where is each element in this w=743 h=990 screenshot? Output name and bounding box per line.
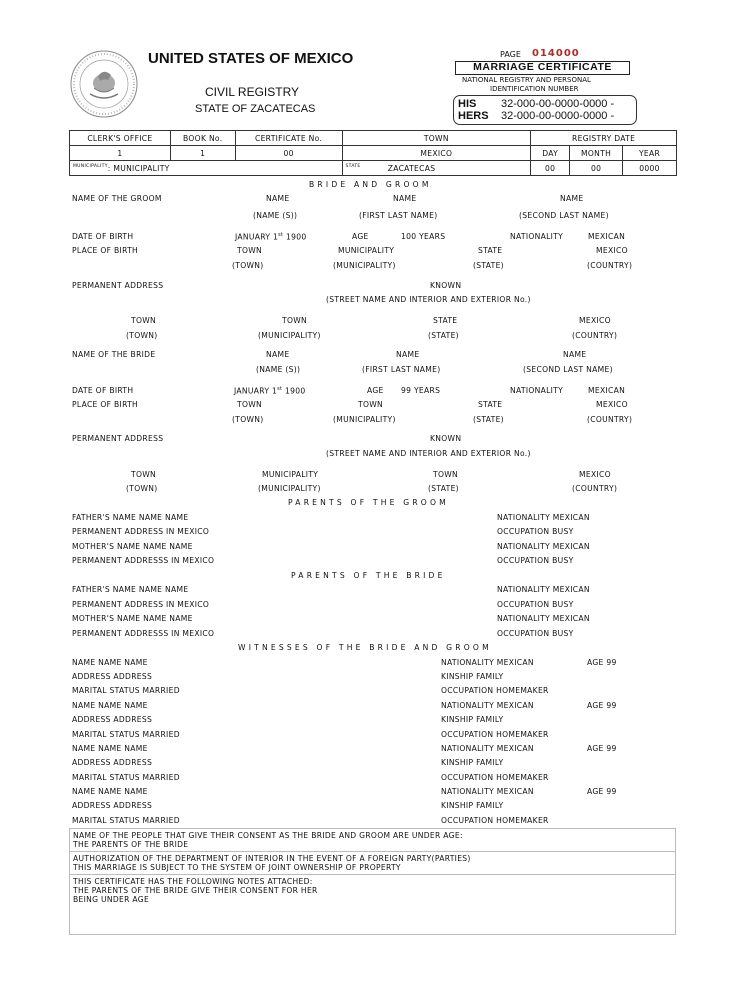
groom-age: 100 YEARS [401, 232, 446, 241]
bride-pob-label: PLACE OF BIRTH [72, 400, 139, 409]
witness-1-name: NAME NAME NAME [72, 658, 148, 667]
witness-1-age: AGE 99 [587, 658, 617, 667]
bride-pob-country-caption: (COUNTRY) [587, 415, 633, 424]
notes-line-3: BEING UNDER AGE [73, 895, 150, 904]
groom-second-last-name: NAME [560, 194, 584, 203]
witness-2-marital: MARITAL STATUS MARRIED [72, 730, 180, 739]
municipality-value: MUNICIPALITY [113, 163, 170, 173]
page-number: 014000 [532, 48, 580, 59]
bride-second-last-caption: (SECOND LAST NAME) [523, 365, 613, 374]
groom-first-last-name: NAME [393, 194, 417, 203]
certificate-no-header: CERTIFICATE No. [235, 131, 342, 146]
month-header: MONTH [570, 146, 623, 161]
consent-line-2: THE PARENTS OF THE BRIDE [73, 840, 189, 849]
witness-1-nationality: NATIONALITY MEXICAN [441, 658, 534, 667]
his-value: 32-000-00-0000-0000 - [501, 98, 615, 110]
id-caption-1: NATIONAL REGISTRY AND PERSONAL [462, 76, 591, 84]
registry-date-header: REGISTRY DATE [531, 131, 677, 146]
bride-dob: JANUARY 1st 1900 [234, 386, 306, 396]
groom-pob-municipality-caption: (MUNICIPALITY) [333, 261, 396, 270]
authorization-line-2: THIS MARRIAGE IS SUBJECT TO THE SYSTEM OF JOINT OWNERSHIP OF PROPERTY [73, 863, 401, 872]
registry-title: CIVIL REGISTRY [205, 85, 300, 99]
groom-pob-town: TOWN [237, 246, 263, 255]
groom-pob-town-caption: (TOWN) [232, 261, 264, 270]
certificate-title: MARRIAGE CERTIFICATE [455, 61, 630, 75]
witness-3-occupation: OCCUPATION HOMEMAKER [441, 773, 549, 782]
notes-box [69, 875, 676, 935]
witness-2-nationality: NATIONALITY MEXICAN [441, 701, 534, 710]
witness-4-age: AGE 99 [587, 787, 617, 796]
bride-given-name: NAME [266, 350, 290, 359]
witness-4-nationality: NATIONALITY MEXICAN [441, 787, 534, 796]
state-cell [342, 161, 531, 176]
groom-addr-municipality-caption: (MUNICIPALITY) [258, 331, 321, 340]
bride-mother-occupation: OCCUPATION BUSY [497, 629, 574, 638]
witness-2-age: AGE 99 [587, 701, 617, 710]
groom-name-caption: (NAME (S)) [253, 211, 298, 220]
section-witnesses: WITNESSES OF THE BRIDE AND GROOM [238, 643, 492, 652]
bride-addr-town: TOWN [131, 470, 157, 479]
witness-1-occupation: OCCUPATION HOMEMAKER [441, 686, 549, 695]
groom-mother-name: MOTHER'S NAME NAME NAME [72, 542, 193, 551]
groom-addr-town: TOWN [131, 316, 157, 325]
clerks-office-header: CLERK'S OFFICE [70, 131, 171, 146]
clerks-office-value: 1 [70, 146, 171, 161]
section-parents-bride: PARENTS OF THE BRIDE [291, 571, 446, 580]
groom-name-label: NAME OF THE GROOM [72, 194, 162, 203]
certificate-no-value: 00 [235, 146, 342, 161]
year-value: 0000 [623, 161, 677, 176]
bride-addr-municipality-caption: (MUNICIPALITY) [258, 484, 321, 493]
bride-pob-municipality-caption: (MUNICIPALITY) [333, 415, 396, 424]
year-header: YEAR [623, 146, 677, 161]
bride-age-label: AGE [367, 386, 384, 395]
bride-first-last-caption: (FIRST LAST NAME) [362, 365, 441, 374]
municipality-label: MUNICIPALITY [73, 163, 108, 169]
witness-4-occupation: OCCUPATION HOMEMAKER [441, 816, 549, 825]
bride-father-nationality: NATIONALITY MEXICAN [497, 585, 590, 594]
section-parents-groom: PARENTS OF THE GROOM [288, 498, 449, 507]
authorization-line-1: AUTHORIZATION OF THE DEPARTMENT OF INTERIOR IN THE EVENT OF A FOREIGN PARTY(PARTIES) [73, 854, 471, 863]
groom-address-caption: (STREET NAME AND INTERIOR AND EXTERIOR No.) [326, 295, 531, 304]
hers-label: HERS [458, 110, 489, 122]
bride-pob-state-caption: (STATE) [473, 415, 504, 424]
bride-name-label: NAME OF THE BRIDE [72, 350, 156, 359]
witness-4-marital: MARITAL STATUS MARRIED [72, 816, 180, 825]
groom-addr-country: MEXICO [579, 316, 611, 325]
section-bride-groom: BRIDE AND GROOM [309, 180, 432, 189]
bride-addr-country: MEXICO [579, 470, 611, 479]
groom-mother-nationality: NATIONALITY MEXICAN [497, 542, 590, 551]
bride-address: KNOWN [430, 434, 462, 443]
witness-2-name: NAME NAME NAME [72, 701, 148, 710]
witness-3-marital: MARITAL STATUS MARRIED [72, 773, 180, 782]
hers-value: 32-000-00-0000-0000 - [501, 110, 615, 122]
groom-nationality: MEXICAN [588, 232, 626, 241]
bride-pob-municipality: TOWN [358, 400, 384, 409]
groom-addr-country-caption: (COUNTRY) [572, 331, 618, 340]
groom-first-last-caption: (FIRST LAST NAME) [359, 211, 438, 220]
witness-1-marital: MARITAL STATUS MARRIED [72, 686, 180, 695]
bride-address-label: PERMANENT ADDRESS [72, 434, 164, 443]
state-label: STATE [345, 163, 361, 169]
groom-pob-label: PLACE OF BIRTH [72, 246, 139, 255]
his-label: HIS [458, 98, 477, 110]
bride-mother-address: PERMANENT ADDRESSS IN MEXICO [72, 629, 215, 638]
witness-2-kinship: KINSHIP FAMILY [441, 715, 504, 724]
groom-mother-address: PERMANENT ADDRESSS IN MEXICO [72, 556, 215, 565]
bride-addr-state: TOWN [433, 470, 459, 479]
bride-father-name: FATHER'S NAME NAME NAME [72, 585, 189, 594]
bride-mother-name: MOTHER'S NAME NAME NAME [72, 614, 193, 623]
witness-2-occupation: OCCUPATION HOMEMAKER [441, 730, 549, 739]
bride-nationality-label: NATIONALITY [510, 386, 564, 395]
state-title: STATE OF ZACATECAS [195, 103, 316, 115]
groom-address: KNOWN [430, 281, 462, 290]
notes-line-1: THIS CERTIFICATE HAS THE FOLLOWING NOTES ATTACHED: [73, 877, 313, 886]
consent-line-1: NAME OF THE PEOPLE THAT GIVE THEIR CONSENT AS THE BRIDE AND GROOM ARE UNDER AGE: [73, 831, 463, 840]
groom-father-name: FATHER'S NAME NAME NAME [72, 513, 189, 522]
day-value: 00 [531, 161, 570, 176]
notes-line-2: THE PARENTS OF THE BRIDE GIVE THEIR CONSENT FOR HER [73, 886, 318, 895]
groom-mother-occupation: OCCUPATION BUSY [497, 556, 574, 565]
groom-pob-municipality: MUNICIPALITY [338, 246, 395, 255]
bride-first-last-name: NAME [396, 350, 420, 359]
municipality-cell: $^{MUNICIPALITY}$: MUNICIPALITY [70, 161, 343, 176]
witness-2-address: ADDRESS ADDRESS [72, 715, 153, 724]
bride-dob-label: DATE OF BIRTH [72, 386, 134, 395]
groom-pob-country-caption: (COUNTRY) [587, 261, 633, 270]
groom-nationality-label: NATIONALITY [510, 232, 564, 241]
consent-box [69, 828, 676, 852]
groom-pob-state: STATE [478, 246, 503, 255]
book-no-value: 1 [170, 146, 235, 161]
groom-addr-municipality: TOWN [282, 316, 308, 325]
bride-name-caption: (NAME (S)) [256, 365, 301, 374]
state-value: ZACATECAS [387, 163, 436, 173]
witness-3-age: AGE 99 [587, 744, 617, 753]
groom-addr-state: STATE [433, 316, 458, 325]
bride-nationality: MEXICAN [588, 386, 626, 395]
bride-mother-nationality: NATIONALITY MEXICAN [497, 614, 590, 623]
bride-pob-town-caption: (TOWN) [232, 415, 264, 424]
bride-addr-town-caption: (TOWN) [126, 484, 158, 493]
month-value: 00 [570, 161, 623, 176]
town-header: TOWN [342, 131, 531, 146]
bride-father-occupation: OCCUPATION BUSY [497, 600, 574, 609]
witness-4-name: NAME NAME NAME [72, 787, 148, 796]
witness-1-kinship: KINSHIP FAMILY [441, 672, 504, 681]
bride-father-address: PERMANENT ADDRESS IN MEXICO [72, 600, 210, 609]
witness-3-nationality: NATIONALITY MEXICAN [441, 744, 534, 753]
town-value: MEXICO [342, 146, 531, 161]
witness-4-address: ADDRESS ADDRESS [72, 801, 153, 810]
book-no-header: BOOK No. [170, 131, 235, 146]
witness-3-address: ADDRESS ADDRESS [72, 758, 153, 767]
registry-table [69, 130, 677, 176]
authorization-box [69, 852, 676, 875]
witness-3-kinship: KINSHIP FAMILY [441, 758, 504, 767]
bride-pob-town: TOWN [237, 400, 263, 409]
bride-second-last-name: NAME [563, 350, 587, 359]
groom-pob-country: MEXICO [596, 246, 628, 255]
bride-address-caption: (STREET NAME AND INTERIOR AND EXTERIOR No.) [326, 449, 531, 458]
witness-4-kinship: KINSHIP FAMILY [441, 801, 504, 810]
day-header: DAY [531, 146, 570, 161]
country-title: UNITED STATES OF MEXICO [148, 50, 354, 67]
groom-addr-state-caption: (STATE) [428, 331, 459, 340]
bride-addr-country-caption: (COUNTRY) [572, 484, 618, 493]
groom-dob: JANUARY 1st 1900 [235, 232, 307, 242]
groom-dob-label: DATE OF BIRTH [72, 232, 134, 241]
witness-3-name: NAME NAME NAME [72, 744, 148, 753]
page-label: PAGE [500, 50, 521, 59]
bride-age: 99 YEARS [401, 386, 441, 395]
groom-pob-state-caption: (STATE) [473, 261, 504, 270]
bride-pob-country: MEXICO [596, 400, 628, 409]
groom-father-address: PERMANENT ADDRESS IN MEXICO [72, 527, 210, 536]
groom-addr-town-caption: (TOWN) [126, 331, 158, 340]
groom-age-label: AGE [352, 232, 369, 241]
bride-pob-state: STATE [478, 400, 503, 409]
witness-1-address: ADDRESS ADDRESS [72, 672, 153, 681]
groom-second-last-caption: (SECOND LAST NAME) [519, 211, 609, 220]
bride-addr-municipality: MUNICIPALITY [262, 470, 319, 479]
id-caption-2: IDENTIFICATION NUMBER [490, 85, 579, 93]
groom-address-label: PERMANENT ADDRESS [72, 281, 164, 290]
groom-father-nationality: NATIONALITY MEXICAN [497, 513, 590, 522]
groom-father-occupation: OCCUPATION BUSY [497, 527, 574, 536]
national-seal [68, 48, 140, 120]
bride-addr-state-caption: (STATE) [428, 484, 459, 493]
groom-given-name: NAME [266, 194, 290, 203]
